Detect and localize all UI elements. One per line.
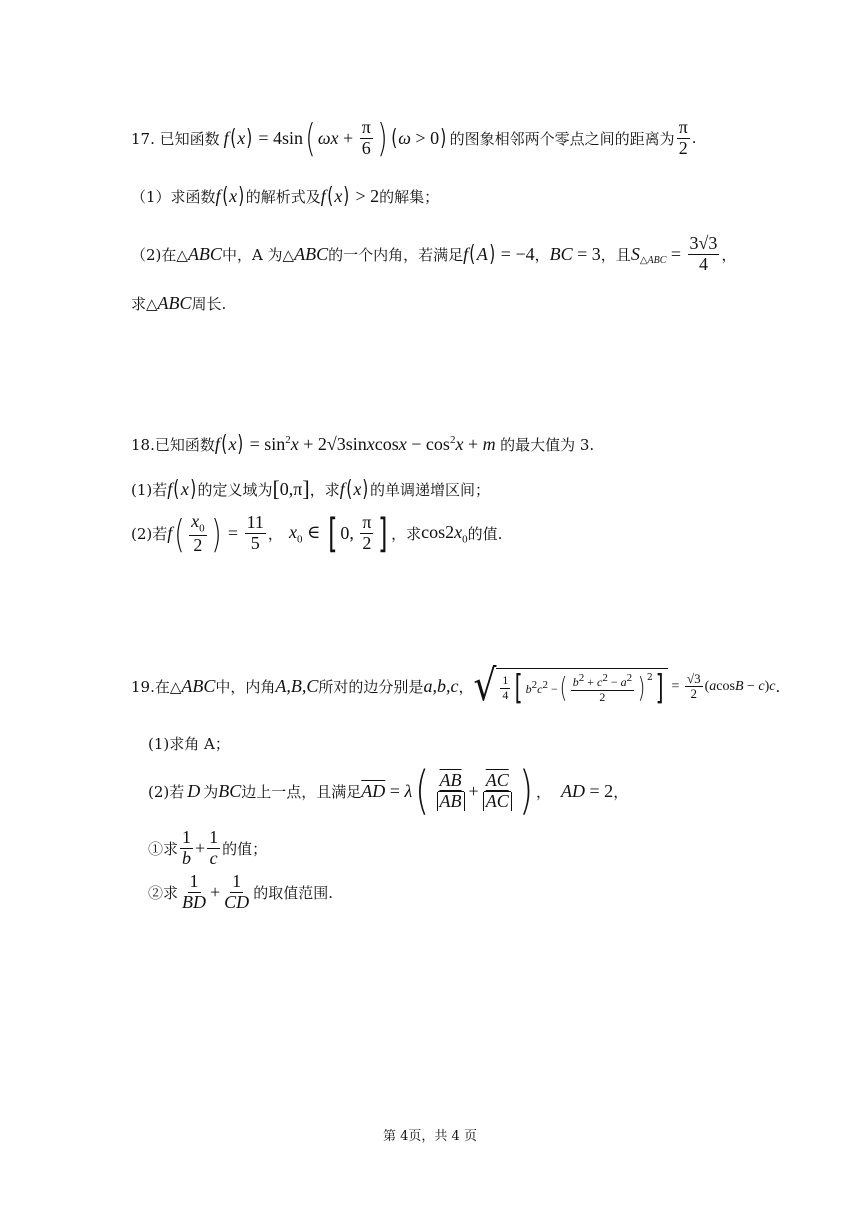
q19-p2-c: 边上一点，且满足 — [241, 782, 362, 801]
q17-part1-c: 的解集； — [379, 188, 440, 206]
q18-part1: (1)若 f ( x ) 的定义域为 [ 0,π ] ，求 f ( x ) 的单调递增区间； — [131, 476, 490, 502]
q17-part2-c: 的一个内角，若满足 — [328, 245, 464, 264]
q17-part2-d: ， — [534, 245, 550, 264]
q19-p1: (1)求角 A； — [148, 735, 230, 753]
q17-part2: （2)在△ ABC 中，A 为△ ABC 的一个内角，若满足 f ( A ) = −4 ， BC = 3 ，且 S $_{\triangle ABC}$ = $\frac{3√3}{4}$ ， — [131, 233, 737, 274]
q19-part2: (2)若 D 为 BC 边上一点，且满足 $\overline{AD}$ = λ ( $\frac{\overline{AB}}{AB}$ + $\frac{\overline{AC}}{AC}$ ) ， AD = 2 ， — [148, 761, 629, 821]
q19-s2-a: ②求 — [148, 883, 179, 902]
q19-part1 — [148, 733, 230, 754]
q19-end: . — [775, 677, 781, 696]
q17-part2-b: 中，A 为△ — [221, 245, 295, 264]
q18-p2-c: ，求 — [391, 525, 422, 544]
q19-p2-e: ， — [613, 782, 629, 801]
q19-line1: 19.在△ ABC 中，内角 A,B,C 所对的边分别是 a,b,c ， √ $\frac{1}{4}$ [ $b^2c^2$ − ( $\frac{b^2 + c^2 - a^2}{2}$ ) $^2$ ] = $\frac{√3}{2}$ (acosB − c)c . — [131, 661, 781, 711]
q17-part1-a: （1）求函数 — [131, 188, 216, 206]
q17-part1-b: 的解析式及 — [245, 188, 321, 206]
q19-s1-a: ①求 — [148, 839, 179, 858]
q18-prefix: 18.已知函数 — [131, 436, 215, 454]
q18-line1: 18.已知函数 f ( x ) = $\sin^2x$ + 2√3sinxcosx − $\cos^2x + m$ 的最大值为 3. — [131, 432, 595, 457]
q19-a: 中，内角 — [215, 678, 276, 696]
q17-part1: （1）求函数 f ( x ) 的解析式及 f ( x ) > 2 的解集； — [131, 184, 440, 209]
q17-part2-f: ， — [721, 245, 737, 264]
q19-sub1: ①求 $\frac{1}{b}$ + $\frac{1}{c}$ 的值； — [148, 827, 268, 868]
q19-c: ， — [458, 678, 474, 696]
page-footer: 第 4页，共 4 页 — [383, 1129, 477, 1144]
q18-suffix: 的最大值为 3. — [500, 436, 595, 454]
q17-part2-a: （2)在△ — [131, 245, 188, 264]
q17-part2-e: ，且 — [600, 245, 631, 264]
q19-p2-d: ， — [536, 782, 552, 801]
q19-b: 所对的边分别是 — [318, 678, 424, 696]
q19-sub2: ②求 $\frac{1}{BD}$ + $\frac{1}{CD}$ 的取值范围. — [148, 871, 333, 912]
q18-p1-c: ，求 — [309, 480, 340, 499]
q18-p2-d: 的值. — [467, 525, 503, 544]
q19-s1-b: 的值； — [222, 839, 268, 858]
q19-prefix: 19.在△ — [131, 678, 182, 696]
q17-part2-g: 求△ — [131, 295, 158, 313]
q19-sqrt: √ $\frac{1}{4}$ [ $b^2c^2$ − ( $\frac{b^2 + c^2 - a^2}{2}$ ) $^2$ ] — [473, 668, 668, 705]
q18-p2-a: (2)若 — [131, 525, 168, 544]
q17-part2-h: 周长. — [191, 295, 227, 313]
q18-p1-a: (1)若 — [131, 480, 168, 499]
q17-line1 — [131, 118, 697, 159]
q18-p1-b: 的定义域为 — [197, 480, 273, 499]
q17-end: . — [691, 129, 697, 148]
q19-s2-b: 的取值范围. — [253, 883, 333, 902]
q17-pi-over-2: $\frac{\pi}{2}$ — [678, 117, 688, 158]
q17-part2-line2: 求△ ABC 周长. — [131, 293, 227, 313]
q17-formula: f ( x ) = 4sin ( ωx + $\frac{\pi}{6}$ ) ( ω > 0 ) — [223, 116, 447, 161]
q19-p2-b: 为 — [203, 782, 219, 801]
q18-part2: (2)若 f ( $\frac{x_0}{2}$ ) = $\frac{11}{5}$ ， $x_0$ ∈ [ 0, $\frac{\pi}{2}$ ] ，求 $\cos 2x_0$ 的值. — [131, 510, 503, 557]
q17-text-after: 的图象相邻两个零点之间的距离为 — [449, 129, 675, 148]
q19-p2-a: (2)若 — [148, 782, 185, 801]
q17-prefix: 17. 已知函数 — [131, 129, 220, 148]
q18-p2-b: ， — [267, 525, 283, 544]
q18-p1-d: 的单调递增区间； — [369, 480, 490, 499]
